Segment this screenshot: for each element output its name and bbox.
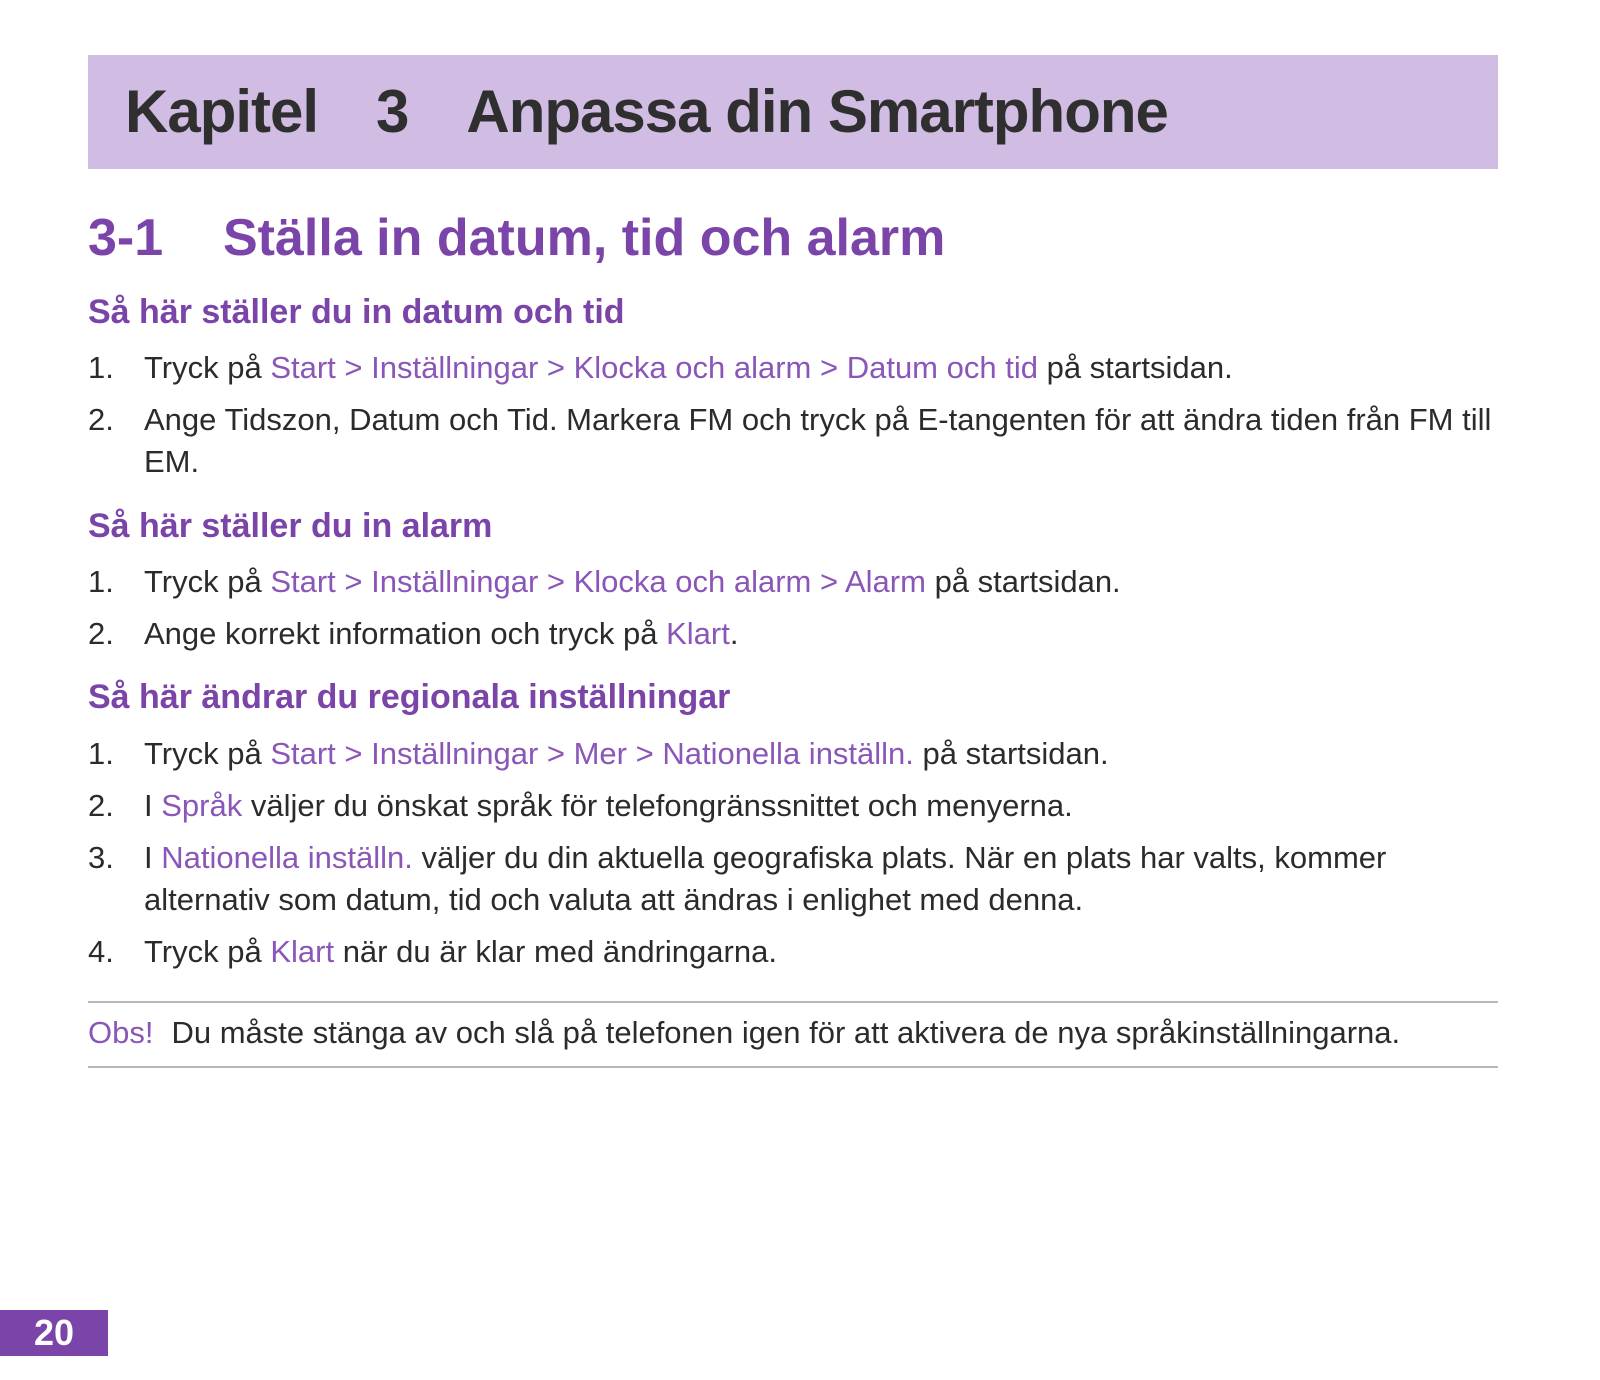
menu-path: Klart bbox=[666, 616, 730, 651]
chapter-name: Anpassa din Smartphone bbox=[466, 78, 1168, 145]
list-item: 1. Tryck på Start > Inställningar > Klocka och alarm > Datum och tid på startsidan. bbox=[88, 350, 1233, 385]
note-label: Obs! bbox=[88, 1015, 154, 1050]
menu-path: Klart bbox=[270, 934, 335, 969]
date-time-steps bbox=[88, 347, 1498, 493]
menu-path: Nationella inställn. bbox=[161, 840, 413, 875]
list-item: 1. Tryck på Start > Inställningar > Klocka och alarm > Alarm på startsidan. bbox=[88, 564, 1121, 599]
chapter-number: 3 bbox=[376, 78, 409, 145]
section-title bbox=[88, 210, 945, 267]
subheading-regional: Så här ändrar du regionala inställningar bbox=[88, 678, 731, 716]
chapter-label: Kapitel bbox=[125, 78, 319, 145]
list-item: 2. I Språk väljer du önskat språk för telefongränssnittet och menyerna. bbox=[88, 788, 1073, 823]
note-bottom-divider bbox=[88, 1066, 1498, 1068]
menu-path: Språk bbox=[161, 788, 243, 823]
list-item: 3. I Nationella inställn. väljer du din aktuella geografiska plats. När en plats har valts, kommer alternativ som datum, tid och valuta att ändras i enlighet med denna. bbox=[88, 840, 1387, 917]
menu-path: Start > Inställningar > Mer > Nationella inställn. bbox=[270, 736, 914, 771]
section-number: 3-1 bbox=[88, 209, 164, 267]
list-item: 4. Tryck på Klart när du är klar med ändringarna. bbox=[88, 934, 777, 969]
section-name: Ställa in datum, tid och alarm bbox=[223, 209, 946, 267]
note-top-divider bbox=[88, 1001, 1498, 1003]
subheading-date-time: Så här ställer du in datum och tid bbox=[88, 293, 625, 331]
menu-path: Start > Inställningar > Klocka och alarm > Alarm bbox=[270, 564, 926, 599]
subheading-alarm: Så här ställer du in alarm bbox=[88, 507, 493, 545]
list-item: 1. Tryck på Start > Inställningar > Mer > Nationella inställn. på startsidan. bbox=[88, 736, 1109, 771]
list-item: 2. Ange korrekt information och tryck på Klart. bbox=[88, 616, 739, 651]
note-text: Du måste stänga av och slå på telefonen igen för att aktivera de nya språkinställningarna. bbox=[171, 1015, 1401, 1050]
chapter-title bbox=[125, 78, 1168, 145]
alarm-steps bbox=[88, 561, 1498, 665]
menu-path: Start > Inställningar > Klocka och alarm > Datum och tid bbox=[270, 350, 1038, 385]
page-number: 20 bbox=[0, 1310, 108, 1356]
note bbox=[88, 1012, 1400, 1054]
list-item: 2. Ange Tidszon, Datum och Tid. Markera FM och tryck på E-tangenten för att ändra tiden från FM till EM. bbox=[88, 402, 1492, 479]
chapter-banner bbox=[88, 55, 1498, 169]
regional-steps bbox=[88, 733, 1498, 983]
